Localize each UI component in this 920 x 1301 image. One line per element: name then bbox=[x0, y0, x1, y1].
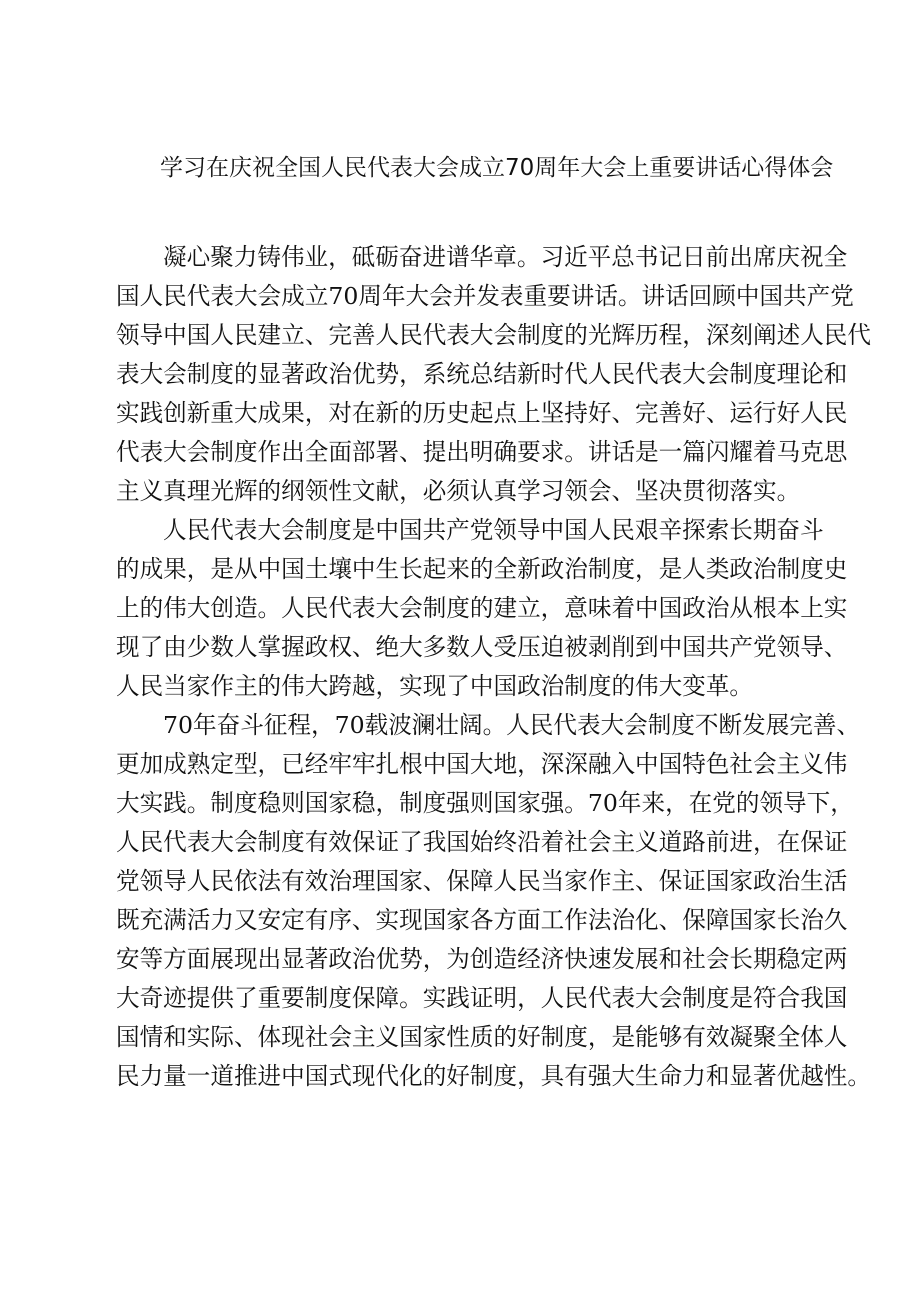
paragraph-line: 人民代表大会制度有效保证了我国始终沿着社会主义道路前进，在保证 bbox=[116, 828, 848, 856]
paragraph-2 bbox=[116, 511, 851, 706]
paragraph-line: 人民代表大会制度是中国共产党领导中国人民艰辛探索长期奋斗 bbox=[163, 516, 824, 544]
paragraph-1 bbox=[116, 238, 871, 511]
paragraph-line: 人民当家作主的伟大跨越，实现了中国政治制度的伟大变革。 bbox=[116, 672, 754, 700]
paragraph-line: 凝心聚力铸伟业，砥砺奋进谱华章。习近平总书记日前出席庆祝全 bbox=[163, 243, 848, 271]
paragraph-line: 安等方面展现出显著政治优势，为创造经济快速发展和社会长期稳定两 bbox=[116, 945, 848, 973]
paragraph-line: 上的伟大创造。人民代表大会制度的建立，意味着中国政治从根本上实 bbox=[116, 594, 848, 622]
paragraph-line: 国人民代表大会成立70周年大会并发表重要讲话。讲话回顾中国共产党 bbox=[116, 282, 854, 310]
paragraph-line: 更加成熟定型，已经牢牢扎根中国大地，深深融入中国特色社会主义伟 bbox=[116, 750, 848, 778]
paragraph-line: 大实践。制度稳则国家稳，制度强则国家强。70年来，在党的领导下， bbox=[116, 789, 854, 817]
paragraph-line: 实践创新重大成果，对在新的历史起点上坚持好、完善好、运行好人民 bbox=[116, 399, 848, 427]
paragraph-line: 领导中国人民建立、完善人民代表大会制度的光辉历程，深刻阐述人民代 bbox=[116, 321, 871, 349]
paragraph-line: 党领导人民依法有效治理国家、保障人民当家作主、保证国家政治生活 bbox=[116, 867, 848, 895]
paragraph-line: 大奇迹提供了重要制度保障。实践证明，人民代表大会制度是符合我国 bbox=[116, 984, 848, 1012]
paragraph-line: 既充满活力又安定有序、实现国家各方面工作法治化、保障国家长治久 bbox=[116, 906, 848, 934]
paragraph-line: 的成果，是从中国土壤中生长起来的全新政治制度，是人类政治制度史 bbox=[116, 555, 848, 583]
document-title: 学习在庆祝全国人民代表大会成立70周年大会上重要讲话心得体会 bbox=[160, 155, 834, 181]
paragraph-3 bbox=[116, 706, 871, 1096]
paragraph-line: 代表大会制度作出全面部署、提出明确要求。讲话是一篇闪耀着马克思 bbox=[116, 438, 848, 466]
paragraph-line: 国情和实际、体现社会主义国家性质的好制度，是能够有效凝聚全体人 bbox=[116, 1023, 848, 1051]
document-body bbox=[116, 238, 871, 1096]
paragraph-line: 表大会制度的显著政治优势，系统总结新时代人民代表大会制度理论和 bbox=[116, 360, 848, 388]
paragraph-line: 现了由少数人掌握政权、绝大多数人受压迫被剥削到中国共产党领导、 bbox=[116, 633, 848, 661]
paragraph-line: 民力量一道推进中国式现代化的好制度，具有强大生命力和显著优越性。 bbox=[116, 1062, 871, 1090]
paragraph-line: 主义真理光辉的纲领性文献，必须认真学习领会、坚决贯彻落实。 bbox=[116, 477, 801, 505]
paragraph-line: 70年奋斗征程，70载波澜壮阔。人民代表大会制度不断发展完善、 bbox=[163, 711, 861, 739]
